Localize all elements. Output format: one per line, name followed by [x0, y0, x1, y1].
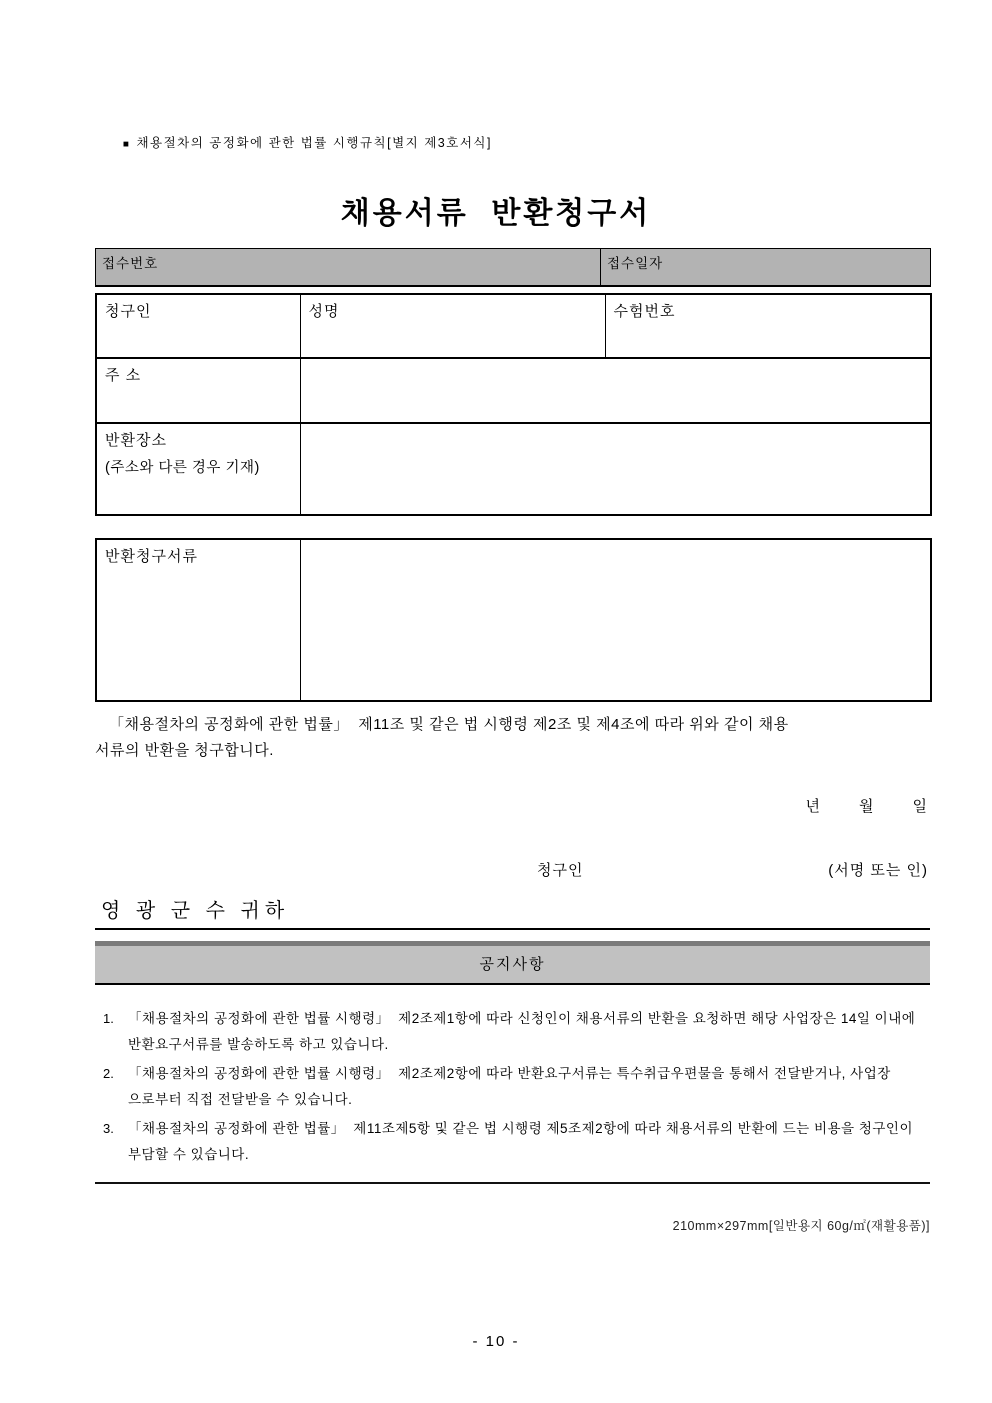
exam-number-field-cell: 수험번호: [605, 294, 931, 358]
list-item-line: 「채용절차의 공정화에 관한 법률 시행령」 제2조제1항에 따라 신청인이 채용서류의 반환을 요청하면 해당 사업장은 14일 이내에: [128, 1011, 916, 1026]
statement-line: 서류의 반환을 청구합니다.: [95, 742, 274, 759]
table-row: [96, 294, 931, 358]
regulation-note-text: 채용절차의 공정화에 관한 법률 시행규칙[별지 제3호서식]: [136, 136, 492, 150]
divider: [95, 1182, 930, 1184]
applicant-form-table: [95, 293, 932, 516]
return-place-label-cell: [96, 423, 300, 515]
return-docs-label-cell: 반환청구서류: [96, 539, 300, 701]
receipt-header-table: [95, 248, 931, 287]
statement-line: 「채용절차의 공정화에 관한 법률」 제11조 및 같은 법 시행령 제2조 및 제4조에 따라 위와 같이 채용: [109, 716, 789, 733]
list-item-line: 「채용절차의 공정화에 관한 법률 시행령」 제2조제2항에 따라 반환요구서류는 특수취급우편물을 통해서 전달받거나, 사업장: [128, 1066, 891, 1081]
signature-claimant-label: 청구인: [537, 862, 584, 879]
divider: [95, 928, 930, 930]
table-row: [96, 249, 931, 287]
notice-list: [103, 1006, 941, 1171]
list-item-line: 반환요구서류를 발송하도록 하고 있습니다.: [128, 1037, 389, 1052]
list-item-number: 3.: [103, 1121, 114, 1136]
notice-title-bar: 공지사항: [95, 946, 930, 985]
return-place-label: 반환장소: [105, 432, 167, 449]
return-place-note: (주소와 다른 경우 기재): [105, 460, 260, 476]
list-item-line: 부담할 수 있습니다.: [128, 1147, 250, 1162]
return-docs-value-cell: [300, 539, 931, 701]
paper-spec-note: 210mm×297mm[일반용지 60g/㎡(재활용품)]: [672, 1219, 930, 1233]
table-row: [96, 358, 931, 423]
seal-note: (서명 또는 인): [828, 862, 928, 879]
legal-statement: [95, 712, 940, 764]
square-bullet-icon: ■: [122, 139, 131, 150]
page-number: - 10 -: [472, 1333, 520, 1350]
list-item-text: [128, 1006, 941, 1058]
receipt-date-cell: 접수일자: [601, 249, 931, 287]
notice-banner: [95, 928, 930, 985]
receipt-number-cell: 접수번호: [96, 249, 601, 287]
address-label-cell: 주 소: [96, 358, 300, 423]
list-item-number: 1.: [103, 1011, 114, 1026]
list-item-line: 으로부터 직접 전달받을 수 있습니다.: [128, 1092, 353, 1107]
list-item: [103, 1061, 941, 1113]
list-item-text: [128, 1116, 941, 1168]
return-documents-table: [95, 538, 932, 702]
list-item-number: 2.: [103, 1066, 114, 1081]
list-item-text: [128, 1061, 941, 1113]
list-item: [103, 1006, 941, 1058]
addressee: 영 광 군 수 귀하: [101, 900, 290, 922]
name-field-cell: 성명: [300, 294, 605, 358]
regulation-note: [103, 119, 492, 165]
return-place-value-cell: [300, 423, 931, 515]
list-item: [103, 1116, 941, 1168]
date-line: 년 월 일: [805, 798, 929, 815]
table-row: [96, 423, 931, 515]
claimant-label-cell: 청구인: [96, 294, 300, 358]
address-value-cell: [300, 358, 931, 423]
list-item-line: 「채용절차의 공정화에 관한 법률」 제11조제5항 및 같은 법 시행령 제5조제2항에 따라 채용서류의 반환에 드는 비용을 청구인이: [128, 1121, 914, 1136]
page-title: 채용서류 반환청구서: [340, 197, 652, 230]
signature-row: [537, 859, 928, 880]
table-row: [96, 539, 931, 701]
